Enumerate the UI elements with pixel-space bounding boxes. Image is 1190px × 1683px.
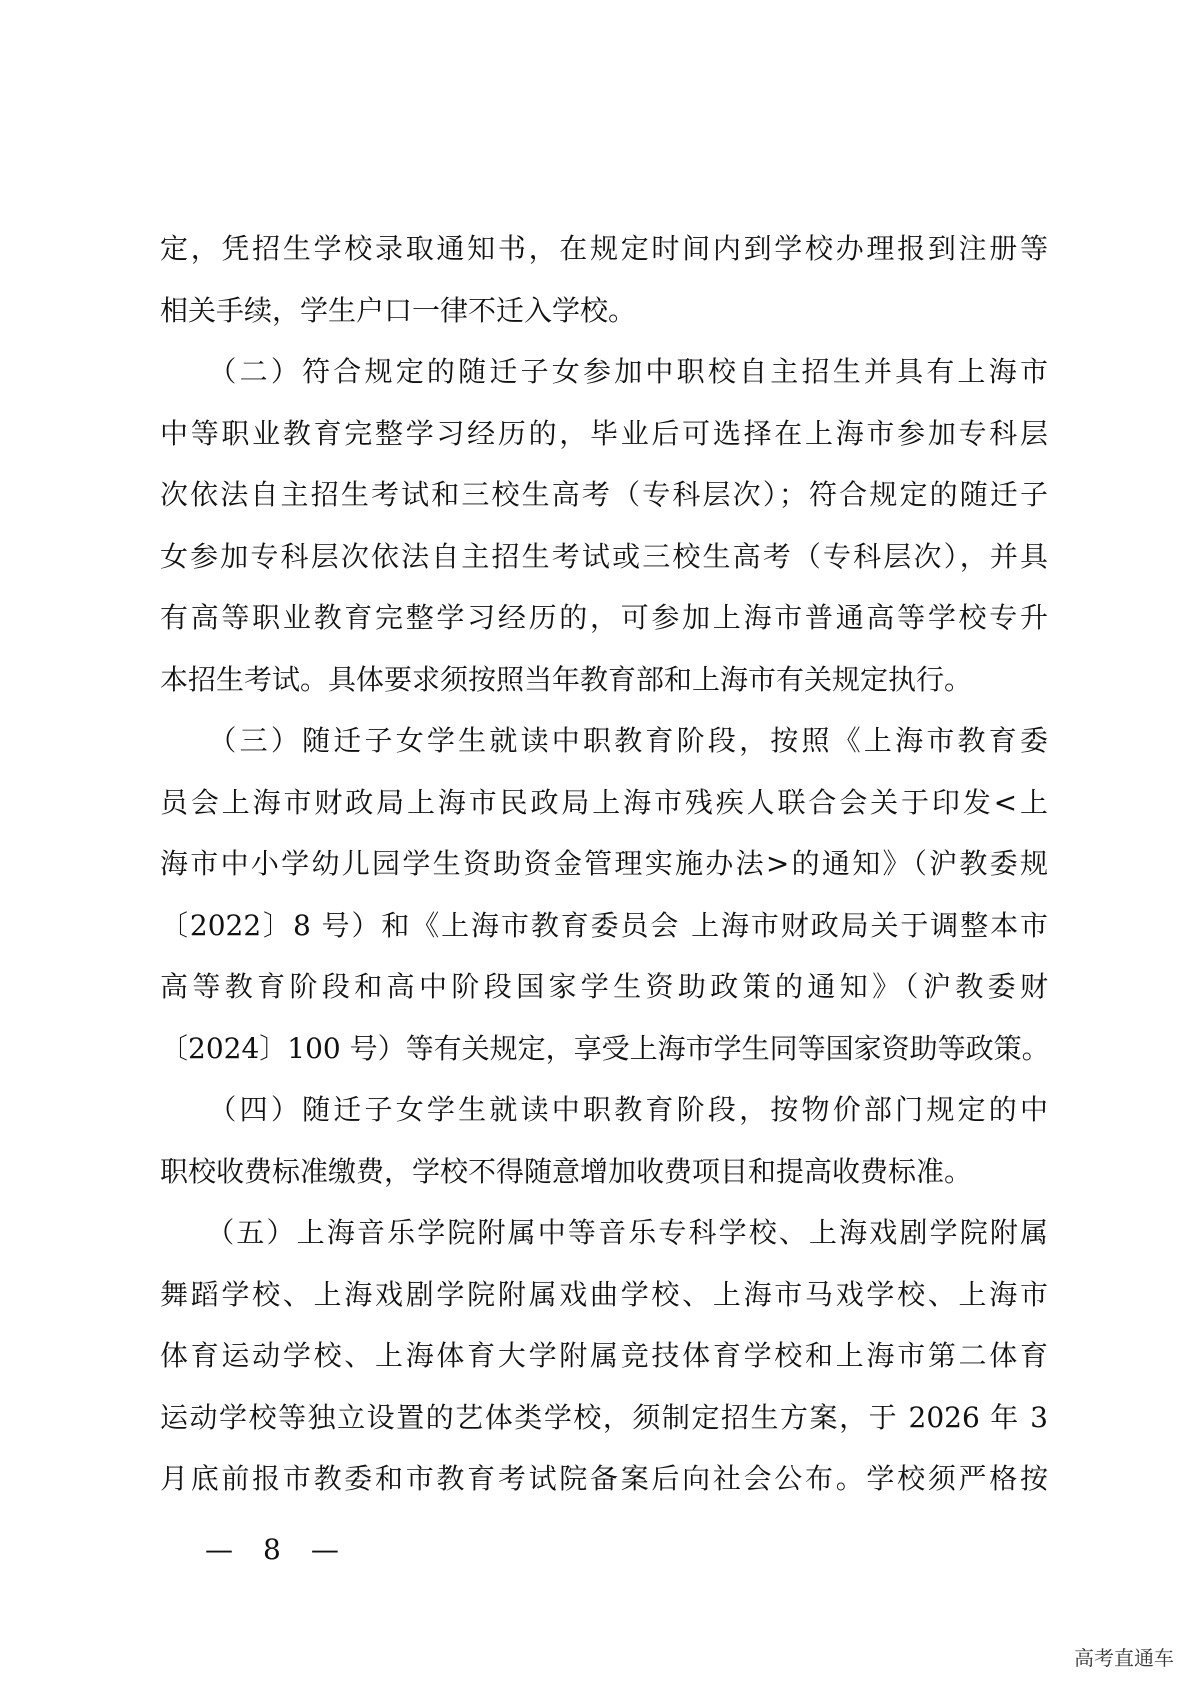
page-number-dash-left: — <box>205 1533 233 1566</box>
text-line: 本招生考试。具体要求须按照当年教育部和上海市有关规定执行。 <box>160 662 973 696</box>
page-number <box>205 1530 339 1570</box>
text-line: 定，凭招生学校录取通知书，在规定时间内到学校办理报到注册等 <box>160 232 1048 265</box>
text-line: 舞蹈学校、上海戏剧学院附属戏曲学校、上海市马戏学校、上海市 <box>160 1277 1048 1311</box>
page-number-dash-right: — <box>310 1533 339 1566</box>
text-line: 高等教育阶段和高中阶段国家学生资助政策的通知》（沪教委财 <box>160 970 1048 1003</box>
watermark: 高考直通车 <box>1074 1646 1174 1670</box>
text-line: 体育运动学校、上海体育大学附属竞技体育学校和上海市第二体育 <box>160 1339 1048 1372</box>
text-line: 女参加专科层次依法自主招生考试或三校生高考（专科层次），并具 <box>160 539 1048 573</box>
text-line: 相关手续，学生户口一律不迁入学校。 <box>160 293 637 327</box>
body-text <box>160 218 1048 1510</box>
text-line: 运动学校等独立设置的艺体类学校，须制定招生方案，于 2026 年 3 <box>160 1400 1048 1434</box>
text-line: 次依法自主招生考试和三校生高考（专科层次）；符合规定的随迁子 <box>160 478 1048 511</box>
text-line: 职校收费标准缴费，学校不得随意增加收费项目和提高收费标准。 <box>160 1154 973 1188</box>
text-line: （五）上海音乐学院附属中等音乐专科学校、上海戏剧学院附属 <box>160 1216 1048 1249</box>
text-line: 〔2022〕8 号）和《上海市教育委员会 上海市财政局关于调整本市 <box>160 908 1048 942</box>
text-line: （二）符合规定的随迁子女参加中职校自主招生并具有上海市 <box>160 355 1048 388</box>
text-line: 有高等职业教育完整学习经历的，可参加上海市普通高等学校专升 <box>160 601 1048 634</box>
text-line: 海市中小学幼儿园学生资助资金管理实施办法>的通知》（沪教委规 <box>160 847 1048 880</box>
page-number-value: 8 <box>263 1533 281 1566</box>
text-line: （三）随迁子女学生就读中职教育阶段，按照《上海市教育委 <box>160 724 1048 757</box>
text-line: 〔2024〕100 号）等有关规定，享受上海市学生同等国家资助等政策。 <box>160 1031 1050 1065</box>
text-line: 中等职业教育完整学习经历的，毕业后可选择在上海市参加专科层 <box>160 416 1048 450</box>
text-line: 员会上海市财政局上海市民政局上海市残疾人联合会关于印发<上 <box>160 785 1048 819</box>
text-line: 月底前报市教委和市教育考试院备案后向社会公布。学校须严格按 <box>160 1462 1048 1495</box>
text-line: （四）随迁子女学生就读中职教育阶段，按物价部门规定的中 <box>160 1093 1048 1126</box>
